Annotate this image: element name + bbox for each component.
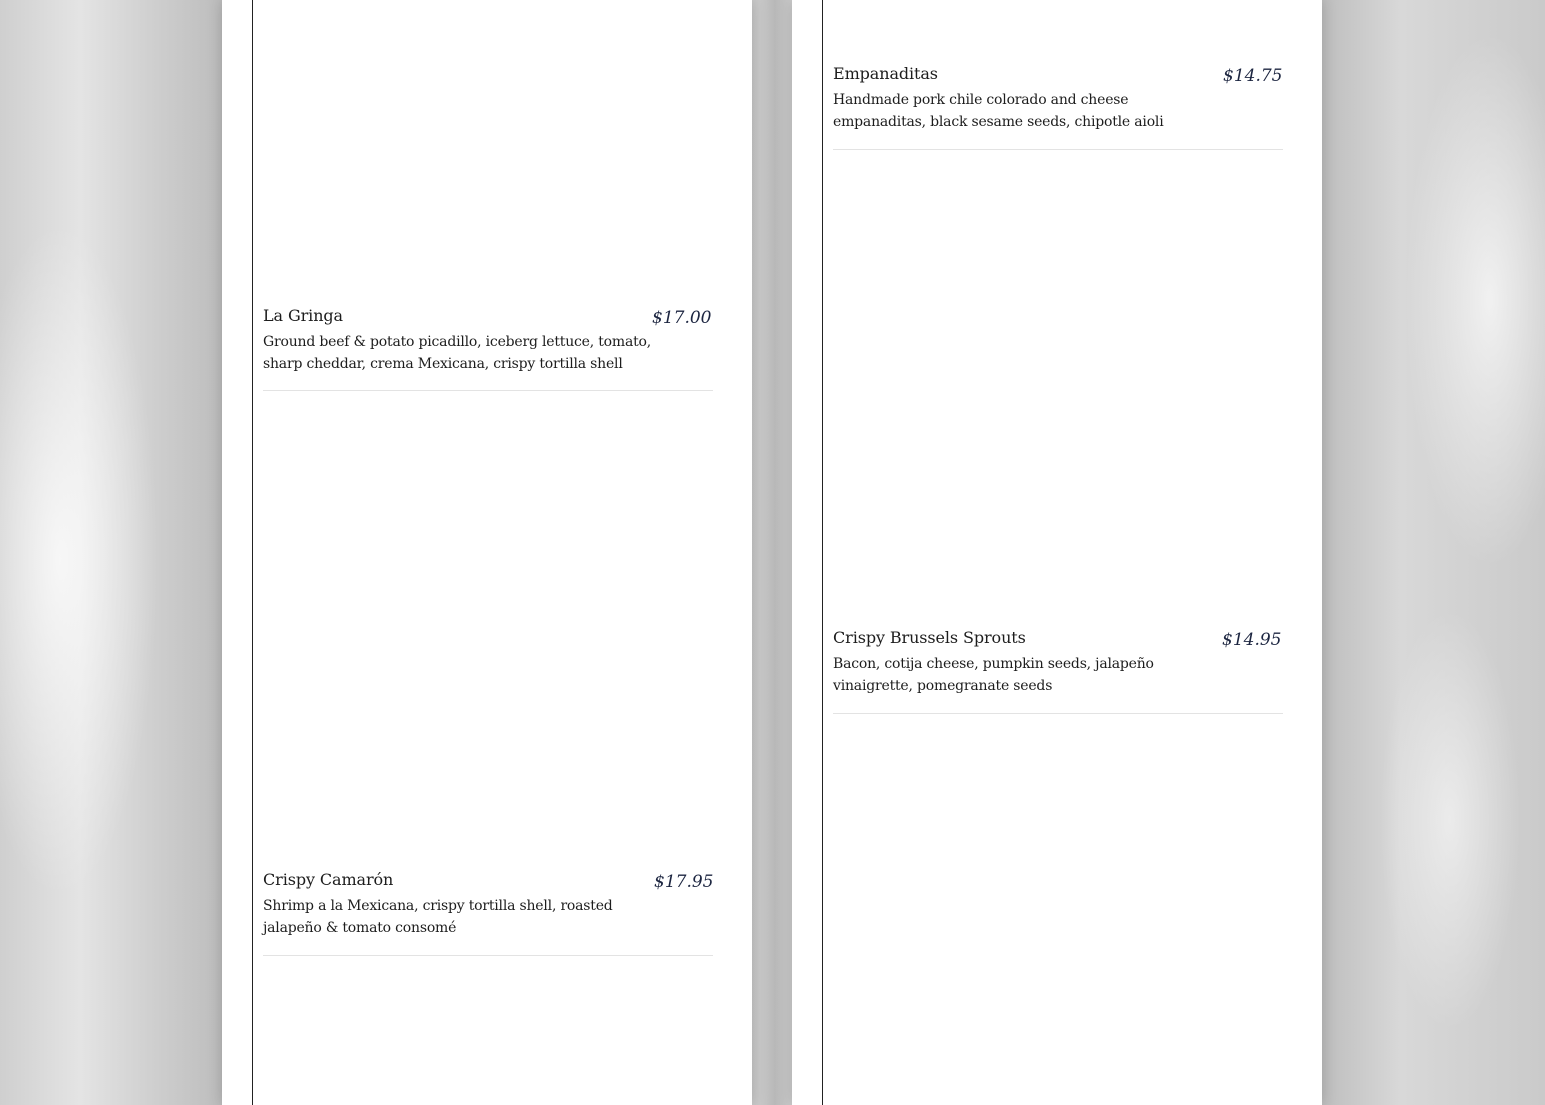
menu-panel-right: [792, 0, 1322, 1105]
menu-item-price: $14.95: [1222, 630, 1282, 650]
menu-item-empanaditas[interactable]: [833, 64, 1283, 150]
menu-item-description: Handmade pork chile colorado and cheese empanaditas, black sesame seeds, chipotle aioli: [833, 92, 1164, 130]
menu-item-crispy-camaron[interactable]: [263, 870, 713, 956]
menu-item-name: Empanaditas: [833, 64, 938, 83]
vertical-rule: [252, 0, 253, 1105]
menu-item-description: Shrimp a la Mexicana, crispy tortilla shell, roasted jalapeño & tomato consomé: [263, 898, 613, 936]
menu-item-price: $17.95: [654, 872, 714, 892]
menu-panel-left: [222, 0, 752, 1105]
menu-item-name: Crispy Brussels Sprouts: [833, 628, 1026, 647]
menu-item-name: La Gringa: [263, 306, 343, 325]
menu-item-crispy-brussels-sprouts[interactable]: [833, 628, 1283, 714]
vertical-rule: [822, 0, 823, 1105]
menu-item-description: Bacon, cotija cheese, pumpkin seeds, jalapeño vinaigrette, pomegranate seeds: [833, 656, 1154, 694]
menu-item-price: $17.00: [652, 308, 712, 328]
menu-item-la-gringa[interactable]: [263, 306, 713, 391]
menu-item-description: Ground beef & potato picadillo, iceberg lettuce, tomato, sharp cheddar, crema Mexicana, crispy tortilla shell: [263, 334, 652, 372]
menu-item-name: Crispy Camarón: [263, 870, 394, 889]
menu-item-price: $14.75: [1223, 66, 1283, 86]
